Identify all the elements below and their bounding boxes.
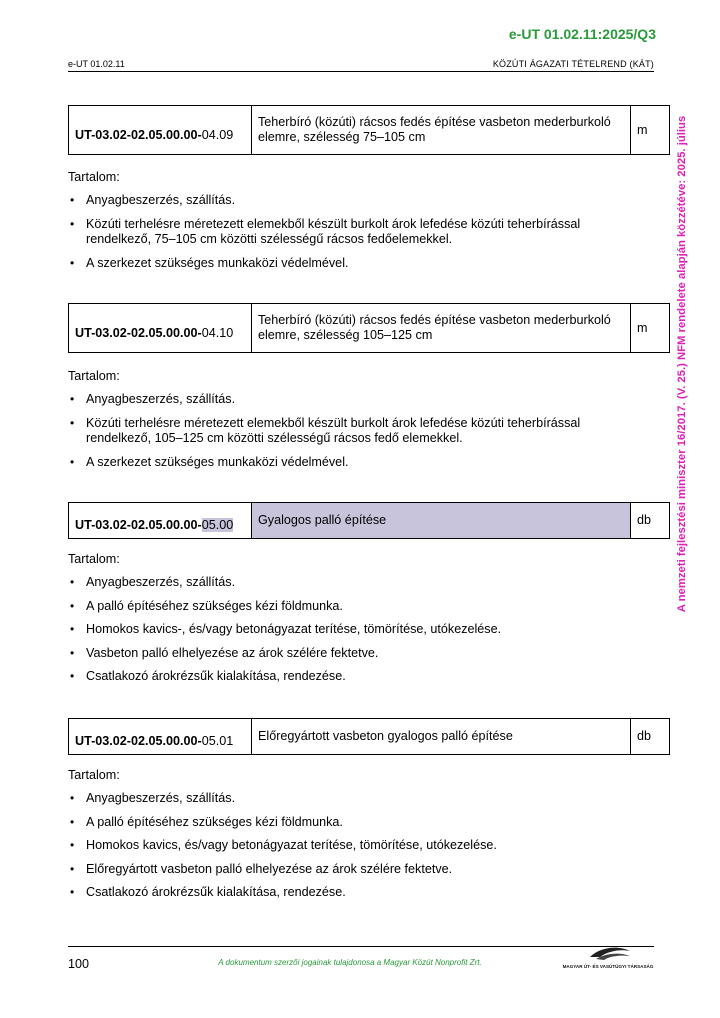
bullet-list [68, 791, 648, 909]
list-item: • Csatlakozó árokrézsűk kialakítása, rendezése. [68, 669, 648, 685]
content-label: Tartalom: [68, 552, 120, 566]
side-note [670, 96, 695, 632]
header-right: KÖZÚTI ÁGAZATI TÉTELREND (KÁT) [492, 59, 654, 69]
item-description: Teherbíró (közúti) rácsos fedés építése vasbeton mederburkoló elemre, szélesség 105–125 cm [252, 304, 631, 353]
list-item: • Homokos kavics-, és/vagy betonágyazat terítése, tömörítése, utókezelése. [68, 622, 648, 638]
doc-code: e-UT 01.02.11:2025/Q3 [508, 26, 656, 42]
header-divider [68, 71, 654, 72]
item-block [68, 303, 670, 353]
item-unit: m [631, 106, 670, 155]
item-code: UT-03.02-02.05.00.00-04.10 [69, 304, 252, 353]
content-label: Tartalom: [68, 170, 120, 184]
item-block [68, 105, 670, 155]
list-item: • Előregyártott vasbeton palló elhelyezése az árok szélére fektetve. [68, 862, 648, 878]
item-block [68, 502, 670, 539]
item-table [68, 502, 670, 539]
list-item: • A palló építéséhez szükséges kézi földmunka. [68, 815, 648, 831]
item-block [68, 718, 670, 755]
item-unit: db [631, 503, 670, 539]
item-unit: m [631, 304, 670, 353]
list-item: • A szerkezet szükséges munkaközi védelmével. [68, 256, 648, 272]
bullet-list [68, 193, 648, 279]
list-item: • Közúti terhelésre méretezett elemekből készült burkolt árok lefedése közúti teherbírással rendelkező, 75–105 cm közötti szélességű rácsos fedőelemekkel. [68, 217, 648, 248]
item-table [68, 105, 670, 155]
item-description: Előregyártott vasbeton gyalogos palló építése [252, 719, 631, 755]
list-item: • Közúti terhelésre méretezett elemekből készült burkolt árok lefedése közúti teherbírással rendelkező, 105–125 cm közötti szélességű rácsos fedő elemekkel. [68, 416, 648, 447]
item-description: Gyalogos palló építése [252, 503, 631, 539]
list-item: • A szerkezet szükséges munkaközi védelmével. [68, 455, 648, 471]
list-item: • Homokos kavics, és/vagy betonágyazat terítése, tömörítése, utókezelése. [68, 838, 648, 854]
header-left: e-UT 01.02.11 [68, 59, 125, 69]
item-code: UT-03.02-02.05.00.00-05.00 [69, 503, 252, 539]
bullet-list [68, 392, 648, 478]
logo-text: MAGYAR ÚT- ÉS VASÚTÜGYI TÁRSASÁG [562, 964, 654, 969]
content-label: Tartalom: [68, 369, 120, 383]
content-label: Tartalom: [68, 768, 120, 782]
page-number: 100 [68, 957, 90, 971]
list-item: • Csatlakozó árokrézsűk kialakítása, rendezése. [68, 885, 648, 901]
code-suffix: 05.01 [201, 734, 234, 748]
item-table [68, 303, 670, 353]
list-item: • Anyagbeszerzés, szállítás. [68, 575, 648, 591]
side-note-text: A nemzeti fejlesztési miniszter 16/2017. (V. 25.) NFM rendelete alapján közzétéve: 2025. július [676, 115, 689, 613]
code-suffix: 04.10 [201, 325, 234, 340]
item-code: UT-03.02-02.05.00.00-04.09 [69, 106, 252, 155]
bullet-list [68, 575, 648, 693]
code-suffix: 05.00 [201, 518, 234, 532]
item-description: Teherbíró (közúti) rácsos fedés építése vasbeton mederburkoló elemre, szélesség 75–105 cm [252, 106, 631, 155]
list-item: • Anyagbeszerzés, szállítás. [68, 791, 648, 807]
code-suffix: 04.09 [201, 127, 234, 142]
list-item: • Anyagbeszerzés, szállítás. [68, 193, 648, 209]
list-item: • A palló építéséhez szükséges kézi földmunka. [68, 599, 648, 615]
list-item: • Anyagbeszerzés, szállítás. [68, 392, 648, 408]
company-logo [560, 944, 656, 972]
item-table [68, 718, 670, 755]
copyright-notice: A dokumentum szerzői jogainak tulajdonosa a Magyar Közút Nonprofit Zrt. [218, 958, 482, 967]
item-unit: db [631, 719, 670, 755]
item-code: UT-03.02-02.05.00.00-05.01 [69, 719, 252, 755]
list-item: • Vasbeton palló elhelyezése az árok szélére fektetve. [68, 646, 648, 662]
